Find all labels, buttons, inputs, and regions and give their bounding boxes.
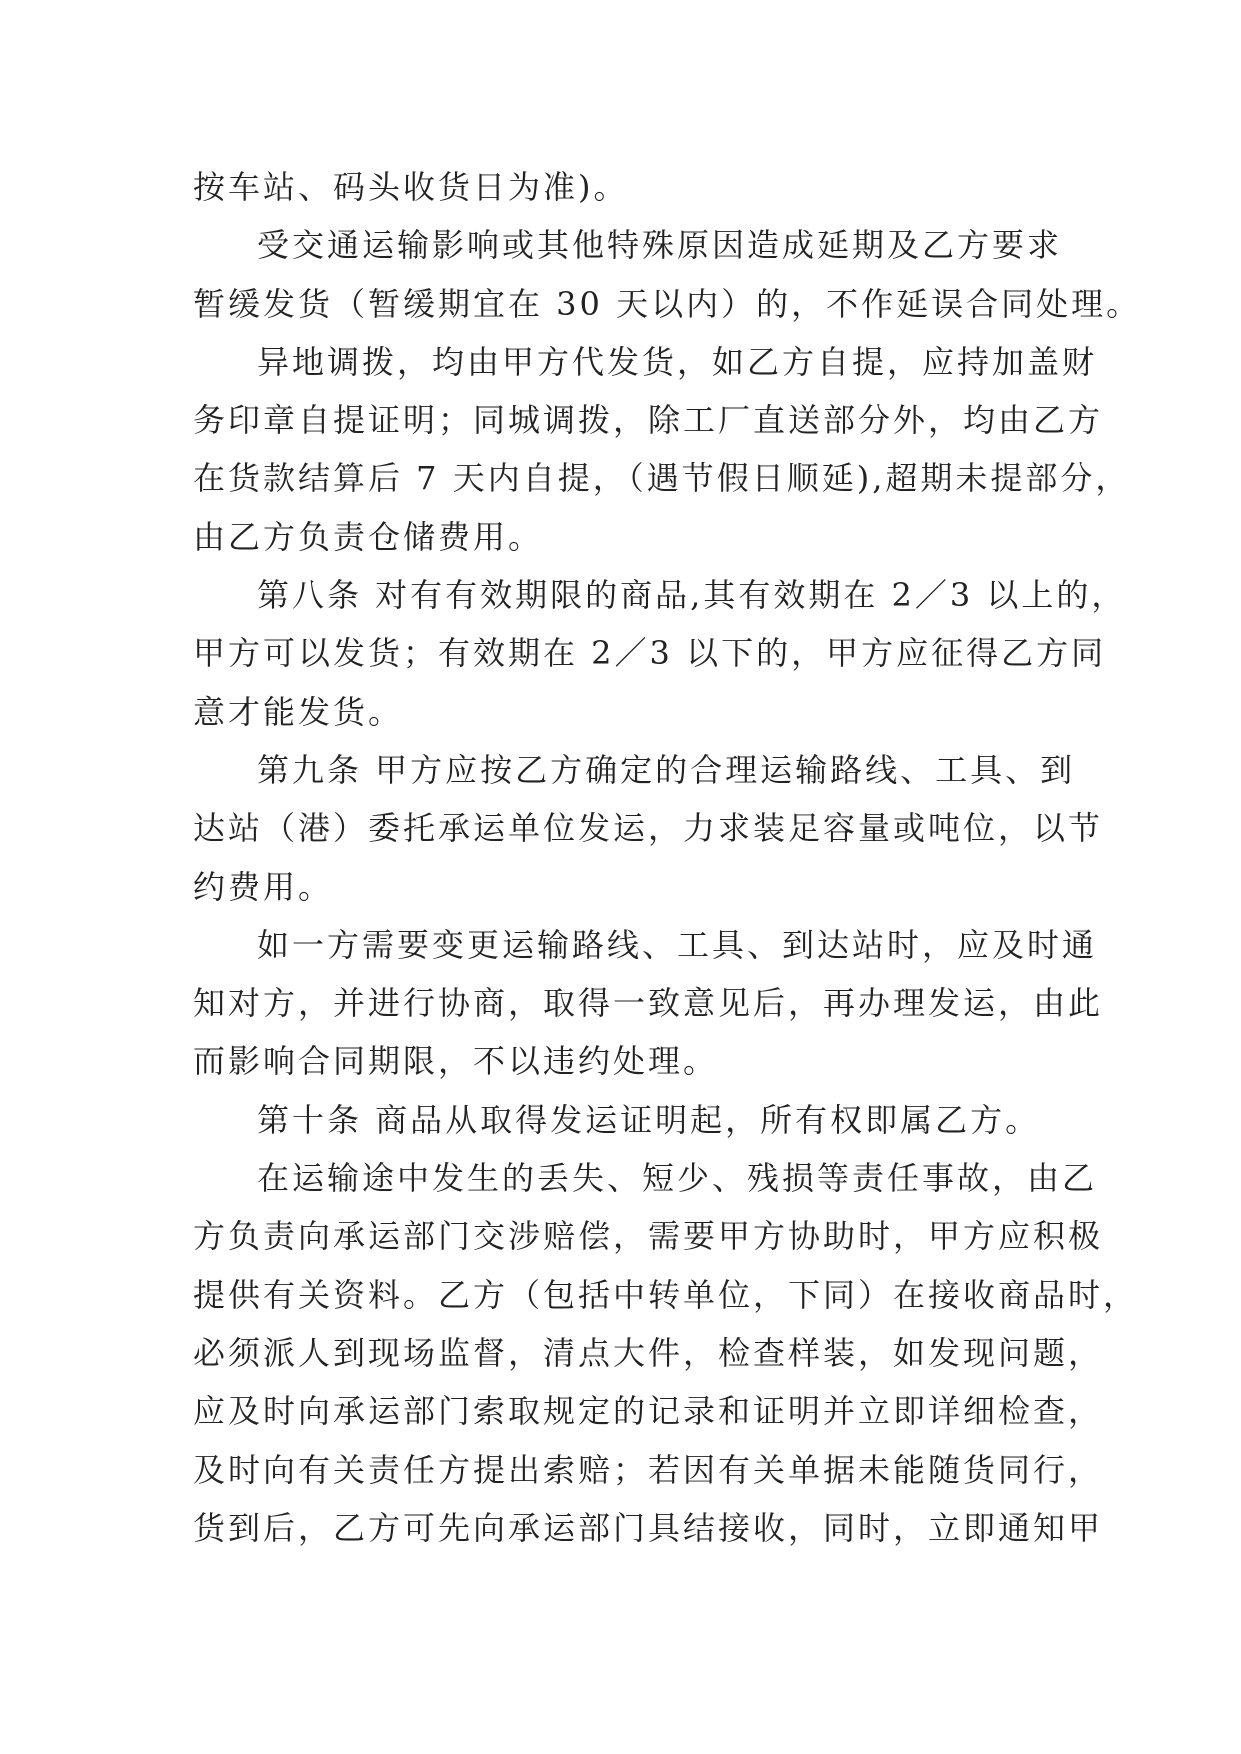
text-line: 如一方需要变更运输路线、工具、到达站时，应及时通 [257, 925, 1098, 964]
text-line: 受交通运输影响或其他特殊原因造成延期及乙方要求 [257, 226, 1063, 265]
text-line: 知对方，并进行协商，取得一致意见后，再办理发运，由此 [193, 984, 1104, 1023]
text-line: 按车站、码头收货日为准)。 [193, 168, 629, 206]
article-10-heading-line: 第十条 商品从取得发运证明起，所有权即属乙方。 [257, 1100, 1041, 1139]
text-line: 应及时向承运部门索取规定的记录和证明并立即详细检查， [193, 1392, 1104, 1431]
text-line: 达站（港）委托承运单位发运，力求装足容量或吨位，以节 [193, 809, 1104, 848]
contract-text [193, 158, 1142, 1557]
text-line: 在货款结算后 7 天内自提，（遇节假日顺延),超期未提部分， [193, 459, 1131, 498]
text-line: 及时向有关责任方提出索赔；若因有关单据未能随货同行， [193, 1450, 1104, 1489]
text-line: 异地调拨，均由甲方代发货，如乙方自提，应持加盖财 [257, 342, 1098, 381]
text-line: 甲方可以发货；有效期在 2／3 以下的，甲方应征得乙方同 [193, 634, 1107, 673]
article-8-heading-line: 第八条 对有有效期限的商品,其有效期在 2／3 以上的， [257, 576, 1127, 615]
text-line: 货到后，乙方可先向承运部门具结接收，同时，立即通知甲 [193, 1508, 1104, 1547]
text-line: 务印章自提证明；同城调拨，除工厂直送部分外，均由乙方 [193, 401, 1104, 440]
text-line: 意才能发货。 [193, 692, 404, 731]
text-line: 在运输途中发生的丢失、短少、残损等责任事故，由乙 [257, 1159, 1098, 1198]
text-line: 暂缓发货（暂缓期宜在 30 天以内）的，不作延误合同处理。 [193, 284, 1142, 323]
text-line: 方负责向承运部门交涉赔偿，需要甲方协助时，甲方应积极 [193, 1217, 1104, 1256]
article-9-heading-line: 第九条 甲方应按乙方确定的合理运输路线、工具、到 [257, 750, 1076, 789]
text-line: 约费用。 [193, 867, 334, 906]
text-line: 提供有关资料。乙方（包括中转单位，下同）在接收商品时， [193, 1275, 1139, 1314]
text-line: 而影响合同期限，不以违约处理。 [193, 1042, 719, 1081]
text-line: 必须派人到现场监督，清点大件，检查样装，如发现问题， [193, 1333, 1104, 1372]
text-line: 由乙方负责仓储费用。 [193, 517, 544, 556]
